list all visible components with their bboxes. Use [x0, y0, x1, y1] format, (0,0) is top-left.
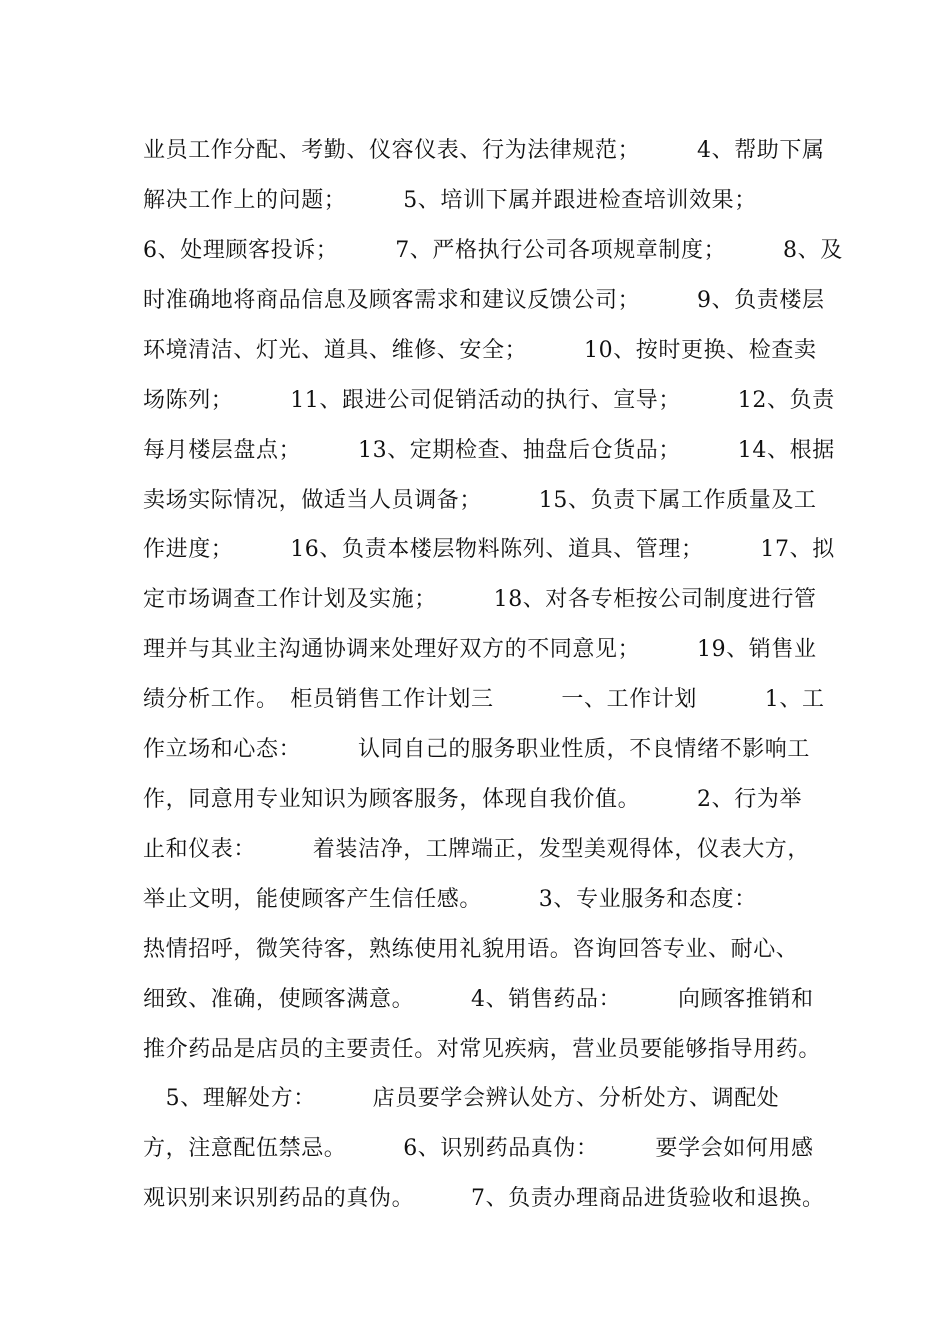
text-line-13: 作立场和心态： 认同自己的服务职业性质，不良情绪不影响工 — [143, 737, 811, 762]
text-line-16: 举止文明，能使顾客产生信任感。 3、专业服务和态度： — [143, 887, 757, 912]
text-line-8: 卖场实际情况，做适当人员调备； 15、负责下属工作质量及工 — [143, 488, 817, 513]
text-line-10: 定市场调查工作计划及实施； 18、对各专柜按公司制度进行管 — [143, 587, 817, 612]
text-line-22: 观识别来识别药品的真伪。 7、负责办理商品进货验收和退换。 — [143, 1186, 825, 1211]
text-line-9: 作进度； 16、负责本楼层物料陈列、道具、管理； 17、拟 — [143, 537, 835, 562]
text-line-11: 理并与其业主沟通协调来处理好双方的不同意见； 19、销售业 — [143, 637, 817, 662]
text-line-14: 作，同意用专业知识为顾客服务，体现自我价值。 2、行为举 — [143, 787, 802, 812]
text-line-6: 场陈列； 11、跟进公司促销活动的执行、宣导； 12、负责 — [143, 388, 835, 413]
text-line-21: 方，注意配伍禁忌。 6、识别药品真伪： 要学会如何用感 — [143, 1136, 814, 1161]
text-line-7: 每月楼层盘点； 13、定期检查、抽盘后仓货品； 14、根据 — [143, 438, 835, 463]
text-line-18: 细致、准确，使顾客满意。 4、销售药品： 向顾客推销和 — [143, 987, 814, 1012]
text-line-17: 热情招呼，微笑待客，熟练使用礼貌用语。咨询回答专业、耐心、 — [143, 937, 799, 962]
text-line-4: 时准确地将商品信息及顾客需求和建议反馈公司； 9、负责楼层 — [143, 288, 825, 313]
text-line-12: 绩分析工作。 柜员销售工作计划三 一、工作计划 1、工 — [143, 687, 825, 712]
text-line-20: 5、理解处方： 店员要学会辨认处方、分析处方、调配处 — [143, 1086, 780, 1111]
text-line-1: 业员工作分配、考勤、仪容仪表、行为法律规范； 4、帮助下属 — [143, 138, 825, 163]
text-line-19: 推介药品是店员的主要责任。对常见疾病，营业员要能够指导用药。 — [143, 1037, 822, 1062]
text-line-15: 止和仪表： 着装洁净，工牌端正，发型美观得体，仪表大方， — [143, 837, 811, 862]
text-line-3: 6、处理顾客投诉； 7、严格执行公司各项规章制度； 8、及 — [143, 238, 843, 263]
text-line-5: 环境清洁、灯光、道具、维修、安全； 10、按时更换、检查卖 — [143, 338, 817, 363]
text-line-2: 解决工作上的问题； 5、培训下属并跟进检查培训效果； — [143, 188, 757, 213]
